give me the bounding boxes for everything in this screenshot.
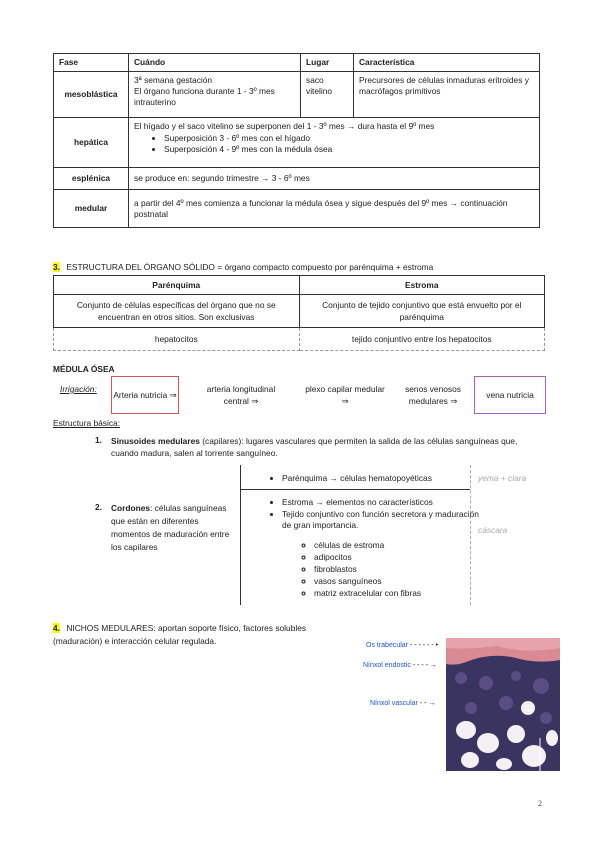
section3-number: 3. <box>53 262 60 272</box>
estructura-label: Estructura básica: <box>53 418 121 428</box>
histo-label-trabecular: Os trabecular - - - - - - • <box>366 642 439 649</box>
yema-note: yema + clara <box>478 473 527 483</box>
table-row <box>54 295 545 328</box>
list-item: ◦ matriz extracelular con fibras <box>314 587 484 599</box>
table-row <box>54 72 540 118</box>
cuando-line: El órgano funciona durante 1 - 3º mes intrauterino <box>134 86 275 107</box>
cordones-paragraph <box>111 502 231 554</box>
sinusoides-text: (capilares): lugares vasculares que permiten la salida de las células sanguíneas que, cuando madura, salen al torrente sanguíneo. <box>111 436 518 458</box>
medula-title: MÉDULA ÓSEA <box>53 364 115 374</box>
parenquima-estroma-table <box>53 275 545 351</box>
estroma-def: Conjunto de tejido conjuntivo que está envuelto por el parénquima <box>299 295 545 328</box>
table-row <box>54 168 540 190</box>
estroma-sublist <box>292 539 484 599</box>
list-item: ◦ adipocitos <box>314 551 484 563</box>
sinusoides-title: Sinusoides medulares <box>111 436 200 446</box>
list-item: • Tejido conjuntivo con función secretora y maduración de gran importancia. <box>282 509 487 532</box>
histo-label-text: Nínxol vascular <box>370 700 418 707</box>
hepatica-cell <box>129 118 540 168</box>
histo-label-text: Os trabecular <box>366 642 409 649</box>
header-cuando: Cuándo <box>129 54 301 72</box>
sinusoides-number: 1. <box>95 435 102 445</box>
list-item: ◦ fibroblastos <box>314 563 484 575</box>
histo-label-endostic: Nínxol endostic - - - - → <box>363 662 437 669</box>
list-item: • Superposición 3 - 6º mes con el hígado <box>164 133 534 144</box>
parenquima-list <box>262 473 487 485</box>
histology-image <box>446 638 560 771</box>
fase-cell: mesoblástica <box>54 72 129 118</box>
histology-drawing <box>446 638 560 771</box>
table-row <box>54 190 540 228</box>
fase-cell: hepática <box>54 118 129 168</box>
cordones-title: Cordones <box>111 503 151 513</box>
estroma-list <box>262 497 487 532</box>
phase-table <box>53 53 540 228</box>
irrigacion-label: Irrigación: <box>60 384 97 394</box>
section4-number: 4. <box>53 623 60 633</box>
table-header <box>54 276 545 295</box>
cuando-line: 3ª semana gestación <box>134 75 213 85</box>
cascara-note: cáscara <box>478 525 508 535</box>
lugar-cell: saco vitelino <box>301 72 354 118</box>
parenquima-example: hepatocitos <box>54 328 300 351</box>
list-item: • Parénquima → células hematopoyéticas <box>282 473 487 485</box>
histo-label-text: Nínxol endostic <box>363 662 411 669</box>
section4-title: NICHOS MEDULARES <box>66 623 154 633</box>
header-fase: Fase <box>54 54 129 72</box>
cordones-number: 2. <box>95 502 102 512</box>
sinusoides-paragraph <box>111 435 541 459</box>
fase-cell: esplénica <box>54 168 129 190</box>
table-row <box>54 118 540 168</box>
caracteristica-cell: Precursores de células inmaduras eritroides y macrófagos primitivos <box>354 72 540 118</box>
divider <box>240 465 241 605</box>
section3-title: ESTRUCTURA DEL ÓRGANO SÓLIDO = órgano compacto compuesto por parénquima + estroma <box>66 262 434 272</box>
parenquima-def: Conjunto de células específicas del órgano que no se encuentran en otros sitios. Son exclusivas <box>54 295 300 328</box>
table-header <box>54 54 540 72</box>
irrigacion-step: senos venosos medulares ⇒ <box>405 384 461 406</box>
cuando-cell <box>129 72 301 118</box>
section4-text: : aportan soporte físico, factores solubles (maduración) e interacción celular regulada. <box>53 623 307 646</box>
irrigacion-step: arteria longitudinal central ⇒ <box>206 384 276 406</box>
header-lugar: Lugar <box>301 54 354 72</box>
list-item: ◦ vasos sanguíneos <box>314 575 484 587</box>
cordones-text: : células sanguíneas que están en diferentes momentos de maduración entre los capilares <box>111 503 230 552</box>
header-caracteristica: Característica <box>354 54 540 72</box>
hepatica-text: El hígado y el saco vitelino se superponen del 1 - 3º mes → dura hasta el 9º mes <box>134 121 435 131</box>
irrigacion-step: plexo capilar medular ⇒ <box>305 384 385 406</box>
header-parenquima: Parénquima <box>54 276 300 295</box>
section4-paragraph <box>53 622 353 648</box>
table-row <box>54 328 545 351</box>
header-estroma: Estroma <box>299 276 545 295</box>
estroma-example: tejido conjuntivo entre los hepatocitos <box>299 328 545 351</box>
list-item: ◦ células de estroma <box>314 539 484 551</box>
page-number: 2 <box>538 799 542 808</box>
list-item: • Superposición 4 - 9º mes con la médula ósea <box>164 144 534 155</box>
section3-heading <box>53 262 433 272</box>
list-item: • Estroma → elementos no característicos <box>282 497 487 509</box>
irrigacion-step: Arteria nutricia ⇒ <box>111 376 179 414</box>
divider <box>240 489 470 490</box>
fase-cell: medular <box>54 190 129 228</box>
medular-cell: a partir del 4º mes comienza a funcionar la médula ósea y sigue después del 9º mes → continuación postnatal <box>129 190 540 228</box>
esplenica-cell: se produce en: segundo trimestre → 3 - 6º mes <box>129 168 540 190</box>
histo-label-vascular: Nínxol vascular - - → <box>370 700 436 707</box>
irrigacion-step: vena nutricia <box>474 376 546 414</box>
